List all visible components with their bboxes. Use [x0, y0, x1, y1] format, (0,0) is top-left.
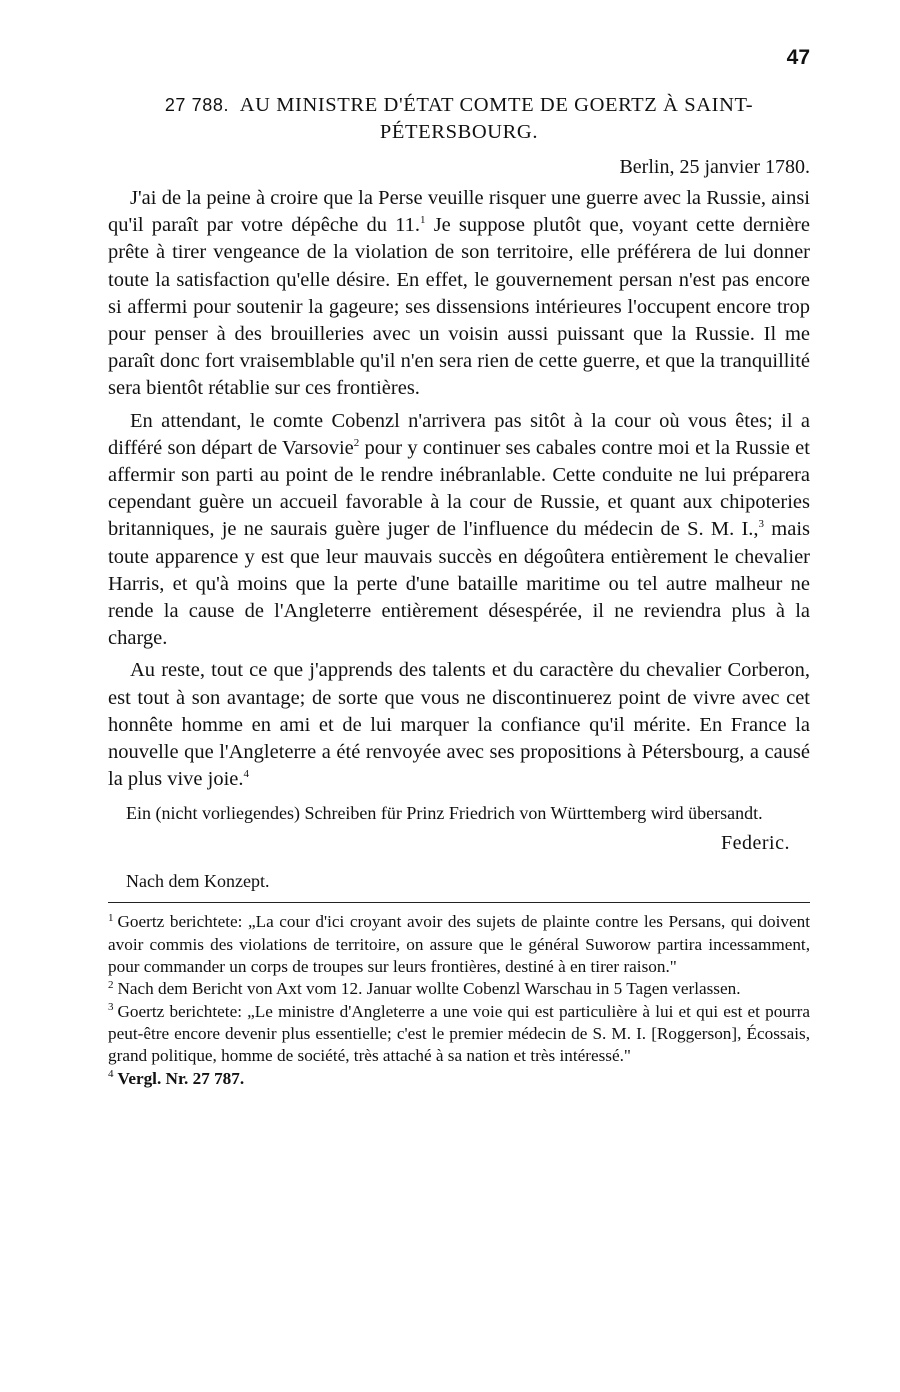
letter-title: AU MINISTRE D'ÉTAT COMTE DE GOERTZ À SAINT-PÉTERSBOURG. — [239, 94, 754, 143]
letter-heading — [108, 92, 810, 146]
paragraph-text: Au reste, tout ce que j'apprends des talents et du caractère du chevalier Corberon, est tout à son avantage; de sorte que vous ne discontinuerez point de vivre avec cet honnête homme en ami et de lui marquer la confiance qu'il mérite. En France la nouvelle que l'Angleterre a été renvoyée avec ses propositions à Pétersbourg, a causé la plus vive joie. — [108, 659, 810, 791]
signature: Federic. — [721, 832, 790, 855]
enclosure-note: Ein (nicht vorliegendes) Schreiben für Prinz Friedrich von Württemberg wird übersandt. — [126, 803, 763, 824]
footnote-text: Nach dem Bericht von Axt vom 12. Januar wollte Cobenzl Warschau in 5 Tagen verlassen. — [117, 979, 741, 999]
dateline: Berlin, 25 janvier 1780. — [619, 156, 810, 178]
document-page — [108, 44, 810, 1090]
paragraph-text: pour y continuer ses cabales contre moi et la Russie et affermir son parti au point de le rendre inébranlable. Cette conduite ne lui préparera cependant guère un accueil favorable à la cour de Russie, et quant aux chipoteries britanniques, je ne saurais guère juger de l'influence du médecin de S. M. I., — [108, 436, 810, 541]
footnote-ref: 2 — [353, 437, 360, 449]
paragraph-text: J'ai de la peine à croire que la Perse veuille risquer une guerre avec la Russie, ainsi qu'il paraît par votre dépêche du 11. — [108, 187, 810, 237]
paragraph-text: mais toute apparence y est que leur mauvais succès en dégoûtera entièrement le chevalier Harris, et qu'à moins que la perte d'une bataille maritime ou tel autre malheur ne rende la cause de l'Angleterre entièrement désespérée, il ne reviendra plus à la charge. — [108, 518, 810, 650]
paragraph-text: En attendant, le comte Cobenzl n'arrivera pas sitôt à la cour où vous êtes; il a différé son départ de Varsovie — [108, 409, 810, 459]
page-number: 47 — [786, 46, 810, 69]
footnote-divider — [108, 902, 810, 903]
footnote-3 — [108, 1001, 810, 1068]
paragraph-1 — [108, 185, 810, 403]
footnote-mark: 4 — [108, 1067, 114, 1080]
paragraph-text: Je suppose plutôt que, voyant cette dernière prête à tirer vengeance de la violation de son territoire, elle préférera de lui donner toute la satisfaction qu'elle désire. En effet, le gouvernement persan n'est pas encore si affermi pour soutenir la gageure; ses dissensions intérieures l'occupent encore trop pour penser à des brouilleries avec un voisin aussi puissant que la Russie. Il me paraît donc fort vraisemblable qu'il n'en sera rien de cette guerre, et que la tranquillité sera bientôt rétablie sur ces frontières. — [108, 214, 810, 400]
footnote-text: Vergl. Nr. 27 787. — [117, 1068, 245, 1088]
footnote-1 — [108, 911, 810, 978]
paragraph-2 — [108, 408, 810, 653]
footnote-mark: 2 — [108, 978, 114, 991]
footnote-mark: 3 — [108, 1000, 114, 1013]
letter-number: 27 788. — [164, 95, 230, 115]
footnote-ref: 3 — [758, 518, 765, 531]
footnote-ref: 4 — [243, 768, 250, 781]
footnote-2 — [108, 978, 810, 1000]
source-note: Nach dem Konzept. — [126, 871, 270, 892]
footnote-ref: 1 — [420, 214, 426, 227]
footnote-text: Goertz berichtete: „La cour d'ici croyant avoir des sujets de plainte contre les Persans, qui doivent avoir commis des violations de territoire, on assure que le général Suworow partira incessamment, pour commander un corps de troupes sur leurs frontières, destiné à en tirer raison." — [108, 912, 810, 977]
footnote-mark: 1 — [108, 911, 114, 924]
paragraph-3 — [108, 657, 810, 793]
footnote-text: Goertz berichtete: „Le ministre d'Angleterre a une voie qui est particulière à lui et qui est et pourra peut-être encore devenir plus essentielle; c'est le premier médecin de S. M. I. [Roggerson], Écossais, grand politique, homme de société, très attaché à sa nation et très intéressé." — [108, 1001, 810, 1066]
footnote-4 — [108, 1068, 810, 1090]
